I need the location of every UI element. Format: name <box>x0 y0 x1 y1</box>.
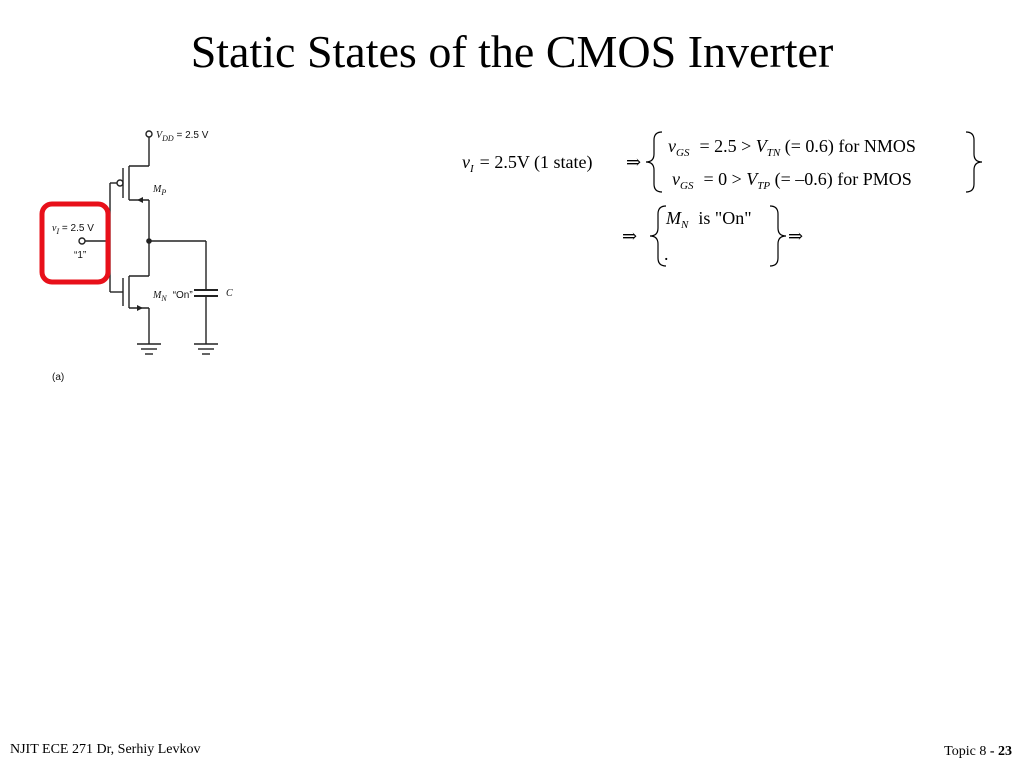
cmos-inverter-circuit <box>36 118 276 388</box>
capacitor-label: C <box>226 288 233 299</box>
nmos-condition: $v_{GS} = 2.5 > V_{TN}$ (= 0.6) for NMOS <box>668 136 916 159</box>
lhs-expression: $v_I = 2.5V$ (1 state) <box>462 152 593 175</box>
mp-label: $M_P$ <box>153 184 167 197</box>
right-brace <box>966 132 982 192</box>
input-label: $v_I = 2.5$ V <box>52 223 94 236</box>
vdd-terminal <box>146 131 152 137</box>
implies-arrow-2: ⇒ <box>622 226 638 246</box>
footer-page-number: Topic 8 - 23 <box>944 744 1012 759</box>
input-logic-label: “1” <box>74 250 87 261</box>
output-node <box>146 238 152 244</box>
pmos-condition: $v_{GS} = 0 > V_{TP}$ (= –0.6) for PMOS <box>672 169 912 192</box>
nmos-arrow <box>137 305 143 311</box>
ground-icon <box>137 344 161 354</box>
result-mn-on: $M_N$ is "On" <box>666 208 752 231</box>
slide-title: Static States of the CMOS Inverter <box>190 26 834 77</box>
footer-course-info: NJIT ECE 271 Dr, Serhiy Levkov <box>10 742 201 757</box>
pmos-arrow <box>137 197 143 203</box>
input-terminal <box>79 238 85 244</box>
left-brace <box>646 132 662 192</box>
pmos-gate-bubble <box>117 180 123 186</box>
result-placeholder-dot: . <box>664 244 669 264</box>
mn-label: $M_N$ “On” <box>153 290 193 303</box>
input-highlight-box <box>42 204 108 282</box>
state-equations <box>440 120 1000 280</box>
implies-arrow-1: ⇒ <box>626 152 642 172</box>
result-right-brace <box>770 206 786 266</box>
implies-arrow-3: ⇒ <box>788 226 804 246</box>
figure-label: (a) <box>52 372 65 383</box>
vdd-label: $V_{DD} = 2.5$ V <box>156 130 209 143</box>
ground-icon <box>194 344 218 354</box>
